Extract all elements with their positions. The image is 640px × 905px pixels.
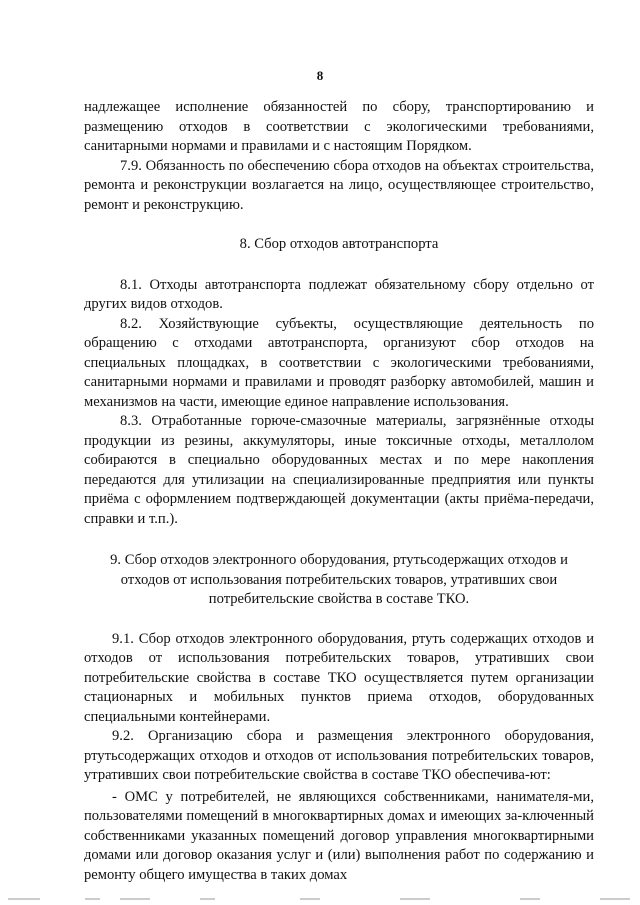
paragraph-8-1: 8.1. Отходы автотранспорта подлежат обязательному сбору отдельно от других видов отходов.	[84, 276, 594, 312]
scan-edge-marks	[0, 891, 640, 905]
paragraph-9-2: 9.2. Организацию сбора и размещения электронного оборудования, ртутьсодержащих отходов и отходов от использования потребительских товаров, утративших свои потребительские свойства в составе ТКО обеспечива-ют:	[84, 728, 594, 783]
paragraph-oms: - ОМС у потребителей, не являющихся собственниками, нанимателя-ми, пользователями помещений в многоквартирных домах и имеющих за-ключенный собственниками указанных помещений договор управления многоквартирными домами или договор оказания услуг и (или) выполнения работ по содержанию и ремонту общего имущества в таких домах	[84, 788, 594, 883]
paragraph-8-3: 8.3. Отработанные горюче-смазочные материалы, загрязнённые отходы продукции из резины, аккумуляторы, иные токсичные отходы, металлолом собираются в специально оборудованных местах и по мере накопления передаются для утилизации на специализированные предприятия или пункты приёма с оформлением подтверждающей документации (акты приёма-передачи, справки и т.п.).	[84, 413, 594, 527]
page-number: 8	[316, 68, 324, 83]
document-body	[84, 98, 594, 885]
section-heading-9: 9. Сбор отходов электронного оборудования, ртутьсодержащих отходов и отходов от использования потребительских товаров, утративших свои потребительские свойства в составе ТКО.	[110, 552, 568, 607]
section-heading-8: 8. Сбор отходов автотранспорта	[239, 236, 439, 252]
paragraph-8-2: 8.2. Хозяйствующие субъекты, осуществляющие деятельность по обращению с отходами автотранспорта, организуют сбор отходов на специальных площадках, в соответствии с экологическими требованиями, санитарными нормами и правилами и проводят разборку автомобилей, машин и механизмов на части, имеющие единое направление использования.	[84, 315, 594, 410]
paragraph-9-1: 9.1. Сбор отходов электронного оборудования, ртуть содержащих отходов и отходов от использования потребительских товаров, утративших свои потребительские свойства в составе ТКО осуществляется путем организации стационарных и мобильных пунктов приема отходов, оборудованных специальными контейнерами.	[84, 630, 594, 725]
paragraph-7-9: 7.9. Обязанность по обеспечению сбора отходов на объектах строительства, ремонта и реконструкции возлагается на лицо, осуществляющее строительство, ремонт и реконструкцию.	[84, 157, 594, 213]
paragraph-continuation: надлежащее исполнение обязанностей по сбору, транспортированию и размещению отходов в соответствии с экологическими требованиями, санитарными нормами и правилами и с настоящим Порядком.	[84, 99, 594, 154]
